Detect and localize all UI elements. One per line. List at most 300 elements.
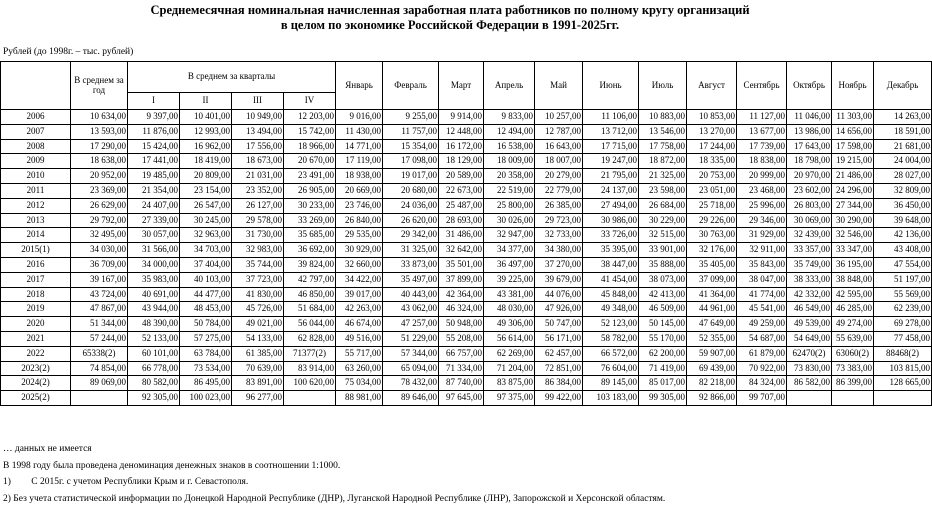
quarter-cell: 57 275,00 [180, 331, 232, 346]
month-cell: 99 305,00 [639, 391, 687, 406]
month-cell: 46 549,00 [787, 302, 832, 317]
month-cell: 17 739,00 [737, 139, 787, 154]
month-cell: 88 981,00 [336, 391, 383, 406]
month-cell: 26 385,00 [535, 198, 583, 213]
month-cell: 20 970,00 [787, 169, 832, 184]
month-cell: 82 218,00 [687, 376, 737, 391]
month-cell: 41 364,00 [687, 287, 737, 302]
year-cell: 2006 [1, 110, 71, 125]
month-cell: 54 649,00 [787, 331, 832, 346]
month-cell: 32 809,00 [874, 183, 932, 198]
title-line-2: в целом по экономике Российской Федерации в 1991-2025гг. [280, 18, 620, 32]
quarter-cell: 18 419,00 [180, 154, 232, 169]
quarter-cell: 54 133,00 [232, 331, 284, 346]
month-cell: 20 753,00 [687, 169, 737, 184]
month-cell: 72 851,00 [535, 361, 583, 376]
month-cell: 36 497,00 [484, 257, 535, 272]
quarter-cell: 34 000,00 [128, 257, 180, 272]
month-cell: 39 648,00 [874, 213, 932, 228]
month-cell: 37 899,00 [439, 272, 484, 287]
quarter-cell: 32 983,00 [232, 243, 284, 258]
title-line-1: Среднемесячная номинальная начисленная заработная плата работников по полному кругу организаций [150, 3, 750, 17]
year-cell: 2021 [1, 331, 71, 346]
quarter-cell: 71377(2) [284, 346, 336, 361]
month-cell: 103 183,00 [583, 391, 639, 406]
month-cell: 50 948,00 [439, 317, 484, 332]
quarter-cell: 46 850,00 [284, 287, 336, 302]
month-cell: 33 357,00 [787, 243, 832, 258]
month-cell: 62 239,00 [874, 302, 932, 317]
month-cell: 20 680,00 [383, 183, 439, 198]
quarter-cell: 83 891,00 [232, 376, 284, 391]
month-cell: 13 546,00 [639, 124, 687, 139]
month-cell: 12 787,00 [535, 124, 583, 139]
month-cell: 85 017,00 [639, 376, 687, 391]
month-cell: 75 034,00 [336, 376, 383, 391]
month-cell: 17 598,00 [832, 139, 874, 154]
month-cell: 62470(2) [787, 346, 832, 361]
month-cell: 19 247,00 [583, 154, 639, 169]
month-cell: 89 145,00 [583, 376, 639, 391]
month-cell: 17 098,00 [383, 154, 439, 169]
month-cell: 51 229,00 [383, 331, 439, 346]
table-row [1, 272, 932, 287]
month-cell: 128 665,00 [874, 376, 932, 391]
quarter-cell: 17 556,00 [232, 139, 284, 154]
month-cell: 15 354,00 [383, 139, 439, 154]
table-row [1, 124, 932, 139]
month-cell: 49 516,00 [336, 331, 383, 346]
quarter-cell: 17 441,00 [128, 154, 180, 169]
month-cell: 62 457,00 [535, 346, 583, 361]
month-cell: 9 255,00 [383, 110, 439, 125]
month-cell: 84 324,00 [737, 376, 787, 391]
month-header: Январь [336, 62, 383, 110]
month-cell: 71 419,00 [639, 361, 687, 376]
month-cell: 18 007,00 [535, 154, 583, 169]
year-avg-cell: 39 167,00 [71, 272, 128, 287]
month-cell: 63060(2) [832, 346, 874, 361]
table-row [1, 361, 932, 376]
month-cell: 69 439,00 [687, 361, 737, 376]
month-header: Сентябрь [737, 62, 787, 110]
month-cell: 50 747,00 [535, 317, 583, 332]
quarter-cell: 18 673,00 [232, 154, 284, 169]
quarter-cell: 21 031,00 [232, 169, 284, 184]
table-row [1, 257, 932, 272]
month-cell: 25 718,00 [687, 198, 737, 213]
quarter-cell: 23 491,00 [284, 169, 336, 184]
year-avg-cell: 34 030,00 [71, 243, 128, 258]
year-cell: 2024(2) [1, 376, 71, 391]
month-cell: 35 405,00 [687, 257, 737, 272]
quarter-cell: 24 407,00 [128, 198, 180, 213]
month-cell: 12 448,00 [439, 124, 484, 139]
wage-table [0, 61, 932, 406]
month-cell: 13 712,00 [583, 124, 639, 139]
month-cell: 35 395,00 [583, 243, 639, 258]
month-cell: 29 723,00 [535, 213, 583, 228]
table-row [1, 331, 932, 346]
month-cell: 14 263,00 [874, 110, 932, 125]
month-cell: 33 873,00 [383, 257, 439, 272]
month-cell: 21 325,00 [639, 169, 687, 184]
year-cell: 2023(2) [1, 361, 71, 376]
year-cell: 2007 [1, 124, 71, 139]
month-cell: 49 539,00 [787, 317, 832, 332]
quarter-cell: 61 385,00 [232, 346, 284, 361]
quarter-cell: 10 949,00 [232, 110, 284, 125]
year-avg-cell: 47 867,00 [71, 302, 128, 317]
month-cell: 32 733,00 [535, 228, 583, 243]
year-cell: 2012 [1, 198, 71, 213]
month-cell: 86 582,00 [787, 376, 832, 391]
quarter-cell: 18 966,00 [284, 139, 336, 154]
month-cell: 38 447,00 [583, 257, 639, 272]
year-cell: 2013 [1, 213, 71, 228]
quarter-cell: 50 784,00 [180, 317, 232, 332]
month-cell: 13 986,00 [787, 124, 832, 139]
year-cell: 2010 [1, 169, 71, 184]
quarter-cell: 80 582,00 [128, 376, 180, 391]
month-cell: 56 171,00 [535, 331, 583, 346]
month-cell: 19 215,00 [832, 154, 874, 169]
month-cell: 9 016,00 [336, 110, 383, 125]
month-cell [832, 391, 874, 406]
month-header: Декабрь [874, 62, 932, 110]
table-row [1, 183, 932, 198]
quarter-cell: 30 245,00 [180, 213, 232, 228]
month-cell: 31 486,00 [439, 228, 484, 243]
month-cell: 52 355,00 [687, 331, 737, 346]
month-cell: 52 123,00 [583, 317, 639, 332]
month-cell: 11 127,00 [737, 110, 787, 125]
month-cell: 41 454,00 [583, 272, 639, 287]
month-cell: 41 774,00 [737, 287, 787, 302]
month-cell: 44 076,00 [535, 287, 583, 302]
month-header: Июль [639, 62, 687, 110]
page-title [0, 3, 900, 33]
month-cell: 62 269,00 [484, 346, 535, 361]
quarter-cell: 9 397,00 [128, 110, 180, 125]
month-cell: 47 554,00 [874, 257, 932, 272]
year-avg-cell: 32 495,00 [71, 228, 128, 243]
month-cell: 20 999,00 [737, 169, 787, 184]
month-cell: 11 303,00 [832, 110, 874, 125]
month-cell: 26 803,00 [787, 198, 832, 213]
month-cell: 89 646,00 [383, 391, 439, 406]
year-avg-cell: 43 724,00 [71, 287, 128, 302]
month-cell: 18 129,00 [439, 154, 484, 169]
month-cell: 31 929,00 [737, 228, 787, 243]
month-cell: 39 679,00 [535, 272, 583, 287]
month-header: Февраль [383, 62, 439, 110]
year-avg-cell: 29 792,00 [71, 213, 128, 228]
year-avg-cell: 26 629,00 [71, 198, 128, 213]
month-cell: 39 225,00 [484, 272, 535, 287]
year-avg-cell: 13 593,00 [71, 124, 128, 139]
month-cell: 76 604,00 [583, 361, 639, 376]
month-cell: 25 800,00 [484, 198, 535, 213]
month-cell: 26 620,00 [383, 213, 439, 228]
month-cell: 43 381,00 [484, 287, 535, 302]
month-cell: 83 875,00 [484, 376, 535, 391]
quarter-cell: 30 233,00 [284, 198, 336, 213]
month-cell: 31 325,00 [383, 243, 439, 258]
table-row [1, 376, 932, 391]
month-cell: 11 757,00 [383, 124, 439, 139]
month-cell: 97 645,00 [439, 391, 484, 406]
year-avg-cell: 51 344,00 [71, 317, 128, 332]
quarter-cell: 26 547,00 [180, 198, 232, 213]
month-cell: 71 334,00 [439, 361, 484, 376]
quarter-cell: 40 103,00 [180, 272, 232, 287]
month-cell: 23 598,00 [639, 183, 687, 198]
quarter-cell: 42 797,00 [284, 272, 336, 287]
quarter-cell: 86 495,00 [180, 376, 232, 391]
quarter-cell: 23 352,00 [232, 183, 284, 198]
month-cell: 55 717,00 [336, 346, 383, 361]
year-avg-cell: 74 854,00 [71, 361, 128, 376]
table-row [1, 228, 932, 243]
month-cell: 78 432,00 [383, 376, 439, 391]
year-cell: 2022 [1, 346, 71, 361]
month-cell: 17 643,00 [787, 139, 832, 154]
year-cell: 2017 [1, 272, 71, 287]
month-cell: 103 815,00 [874, 361, 932, 376]
quarter-cell: 10 401,00 [180, 110, 232, 125]
year-avg-header: В среднем за год [71, 62, 128, 110]
month-cell: 11 430,00 [336, 124, 383, 139]
month-cell: 87 740,00 [439, 376, 484, 391]
month-cell: 55 208,00 [439, 331, 484, 346]
month-cell: 12 494,00 [484, 124, 535, 139]
month-cell: 30 929,00 [336, 243, 383, 258]
quarter-cell: 16 962,00 [180, 139, 232, 154]
month-cell: 23 468,00 [737, 183, 787, 198]
year-avg-cell: 36 709,00 [71, 257, 128, 272]
quarter-cell: 43 944,00 [128, 302, 180, 317]
month-cell: 30 986,00 [583, 213, 639, 228]
month-cell: 35 888,00 [639, 257, 687, 272]
month-cell: 39 017,00 [336, 287, 383, 302]
month-cell: 77 458,00 [874, 331, 932, 346]
month-cell: 47 649,00 [687, 317, 737, 332]
month-cell: 17 758,00 [639, 139, 687, 154]
quarter-cell: 33 269,00 [284, 213, 336, 228]
month-cell: 24 036,00 [383, 198, 439, 213]
month-cell: 13 677,00 [737, 124, 787, 139]
table-body [1, 110, 932, 406]
month-cell: 33 347,00 [832, 243, 874, 258]
table-row [1, 169, 932, 184]
quarter-cell: 36 692,00 [284, 243, 336, 258]
month-cell: 55 569,00 [874, 287, 932, 302]
month-cell: 18 591,00 [874, 124, 932, 139]
month-cell: 30 290,00 [832, 213, 874, 228]
month-cell: 43 408,00 [874, 243, 932, 258]
table-row [1, 139, 932, 154]
table-row [1, 346, 932, 361]
quarter-cell: 62 828,00 [284, 331, 336, 346]
month-cell: 27 344,00 [832, 198, 874, 213]
month-cell: 9 833,00 [484, 110, 535, 125]
month-cell: 37 270,00 [535, 257, 583, 272]
month-cell: 29 342,00 [383, 228, 439, 243]
quarter-cell: 70 639,00 [232, 361, 284, 376]
month-cell: 17 715,00 [583, 139, 639, 154]
month-cell: 45 541,00 [737, 302, 787, 317]
month-cell: 38 073,00 [639, 272, 687, 287]
month-cell: 29 226,00 [687, 213, 737, 228]
table-row [1, 213, 932, 228]
quarter-cell: 48 390,00 [128, 317, 180, 332]
month-cell: 49 348,00 [583, 302, 639, 317]
month-cell: 66 572,00 [583, 346, 639, 361]
month-header: Май [535, 62, 583, 110]
month-cell [874, 391, 932, 406]
month-cell: 34 422,00 [336, 272, 383, 287]
month-cell: 44 961,00 [687, 302, 737, 317]
month-cell: 32 515,00 [639, 228, 687, 243]
month-cell: 51 197,00 [874, 272, 932, 287]
year-avg-cell [71, 391, 128, 406]
table-row [1, 154, 932, 169]
year-cell: 2015(1) [1, 243, 71, 258]
month-cell: 18 872,00 [639, 154, 687, 169]
month-cell: 55 639,00 [832, 331, 874, 346]
year-cell: 2018 [1, 287, 71, 302]
quarters-header: В среднем за кварталы [128, 62, 336, 93]
month-cell: 22 673,00 [439, 183, 484, 198]
month-cell: 30 763,00 [687, 228, 737, 243]
denomination-note: В 1998 году была проведена деноминация денежных знаков в соотношении 1:1000. [3, 461, 341, 471]
month-cell: 28 027,00 [874, 169, 932, 184]
quarter-cell: 48 453,00 [180, 302, 232, 317]
quarter-cell: 11 876,00 [128, 124, 180, 139]
month-header: Август [687, 62, 737, 110]
table-row [1, 302, 932, 317]
month-cell: 30 069,00 [787, 213, 832, 228]
table-row [1, 198, 932, 213]
month-cell: 20 589,00 [439, 169, 484, 184]
month-cell: 34 377,00 [484, 243, 535, 258]
month-cell: 45 848,00 [583, 287, 639, 302]
month-cell: 38 848,00 [832, 272, 874, 287]
quarter-cell: 44 477,00 [180, 287, 232, 302]
year-cell: 2009 [1, 154, 71, 169]
month-cell: 11 106,00 [583, 110, 639, 125]
month-cell: 62 200,00 [639, 346, 687, 361]
quarter-header: II [180, 93, 232, 110]
month-cell: 26 840,00 [336, 213, 383, 228]
month-cell: 70 922,00 [737, 361, 787, 376]
quarter-cell: 19 485,00 [128, 169, 180, 184]
month-cell: 33 726,00 [583, 228, 639, 243]
month-cell: 29 346,00 [737, 213, 787, 228]
year-cell: 2019 [1, 302, 71, 317]
month-cell: 32 911,00 [737, 243, 787, 258]
quarter-cell: 83 914,00 [284, 361, 336, 376]
month-cell: 23 051,00 [687, 183, 737, 198]
month-cell: 49 259,00 [737, 317, 787, 332]
month-cell: 14 656,00 [832, 124, 874, 139]
month-cell: 32 176,00 [687, 243, 737, 258]
month-cell: 20 669,00 [336, 183, 383, 198]
month-cell: 59 907,00 [687, 346, 737, 361]
quarter-cell: 35 685,00 [284, 228, 336, 243]
month-cell: 99 422,00 [535, 391, 583, 406]
month-cell: 25 996,00 [737, 198, 787, 213]
month-cell: 69 278,00 [874, 317, 932, 332]
month-cell: 47 257,00 [383, 317, 439, 332]
year-avg-cell: 10 634,00 [71, 110, 128, 125]
quarter-cell: 51 684,00 [284, 302, 336, 317]
quarter-cell: 35 983,00 [128, 272, 180, 287]
month-cell: 17 119,00 [336, 154, 383, 169]
month-cell: 20 279,00 [535, 169, 583, 184]
quarter-cell: 45 726,00 [232, 302, 284, 317]
month-cell: 22 519,00 [484, 183, 535, 198]
year-avg-cell: 23 369,00 [71, 183, 128, 198]
month-cell: 32 546,00 [832, 228, 874, 243]
month-cell: 58 782,00 [583, 331, 639, 346]
month-cell: 48 030,00 [484, 302, 535, 317]
month-cell: 21 681,00 [874, 139, 932, 154]
year-cell: 2014 [1, 228, 71, 243]
table-row [1, 391, 932, 406]
quarter-cell: 37 723,00 [232, 272, 284, 287]
month-cell: 40 443,00 [383, 287, 439, 302]
month-cell: 42 263,00 [336, 302, 383, 317]
month-header: Октябрь [787, 62, 832, 110]
month-cell: 46 324,00 [439, 302, 484, 317]
month-cell: 42 364,00 [439, 287, 484, 302]
month-cell: 34 380,00 [535, 243, 583, 258]
quarter-cell: 39 824,00 [284, 257, 336, 272]
quarter-cell: 27 339,00 [128, 213, 180, 228]
quarter-cell: 20 670,00 [284, 154, 336, 169]
month-cell: 37 099,00 [687, 272, 737, 287]
quarter-cell: 40 691,00 [128, 287, 180, 302]
missing-data-note: … данных не имеется [3, 444, 92, 454]
year-avg-cell: 89 069,00 [71, 376, 128, 391]
month-cell: 63 260,00 [336, 361, 383, 376]
month-cell: 86 384,00 [535, 376, 583, 391]
month-cell: 46 509,00 [639, 302, 687, 317]
month-cell: 18 335,00 [687, 154, 737, 169]
quarter-cell: 30 057,00 [128, 228, 180, 243]
month-cell: 13 270,00 [687, 124, 737, 139]
quarter-cell: 100 023,00 [180, 391, 232, 406]
quarter-cell: 29 578,00 [232, 213, 284, 228]
year-cell: 2020 [1, 317, 71, 332]
year-cell: 2016 [1, 257, 71, 272]
month-header: Ноябрь [832, 62, 874, 110]
month-cell: 61 879,00 [737, 346, 787, 361]
month-cell: 30 026,00 [484, 213, 535, 228]
quarter-cell: 21 354,00 [128, 183, 180, 198]
quarter-cell: 60 101,00 [128, 346, 180, 361]
quarter-header: I [128, 93, 180, 110]
quarter-cell [284, 391, 336, 406]
month-cell: 18 798,00 [787, 154, 832, 169]
quarter-cell: 31 730,00 [232, 228, 284, 243]
year-avg-cell: 20 952,00 [71, 169, 128, 184]
month-cell: 35 501,00 [439, 257, 484, 272]
year-avg-cell: 18 638,00 [71, 154, 128, 169]
quarter-cell: 37 404,00 [180, 257, 232, 272]
